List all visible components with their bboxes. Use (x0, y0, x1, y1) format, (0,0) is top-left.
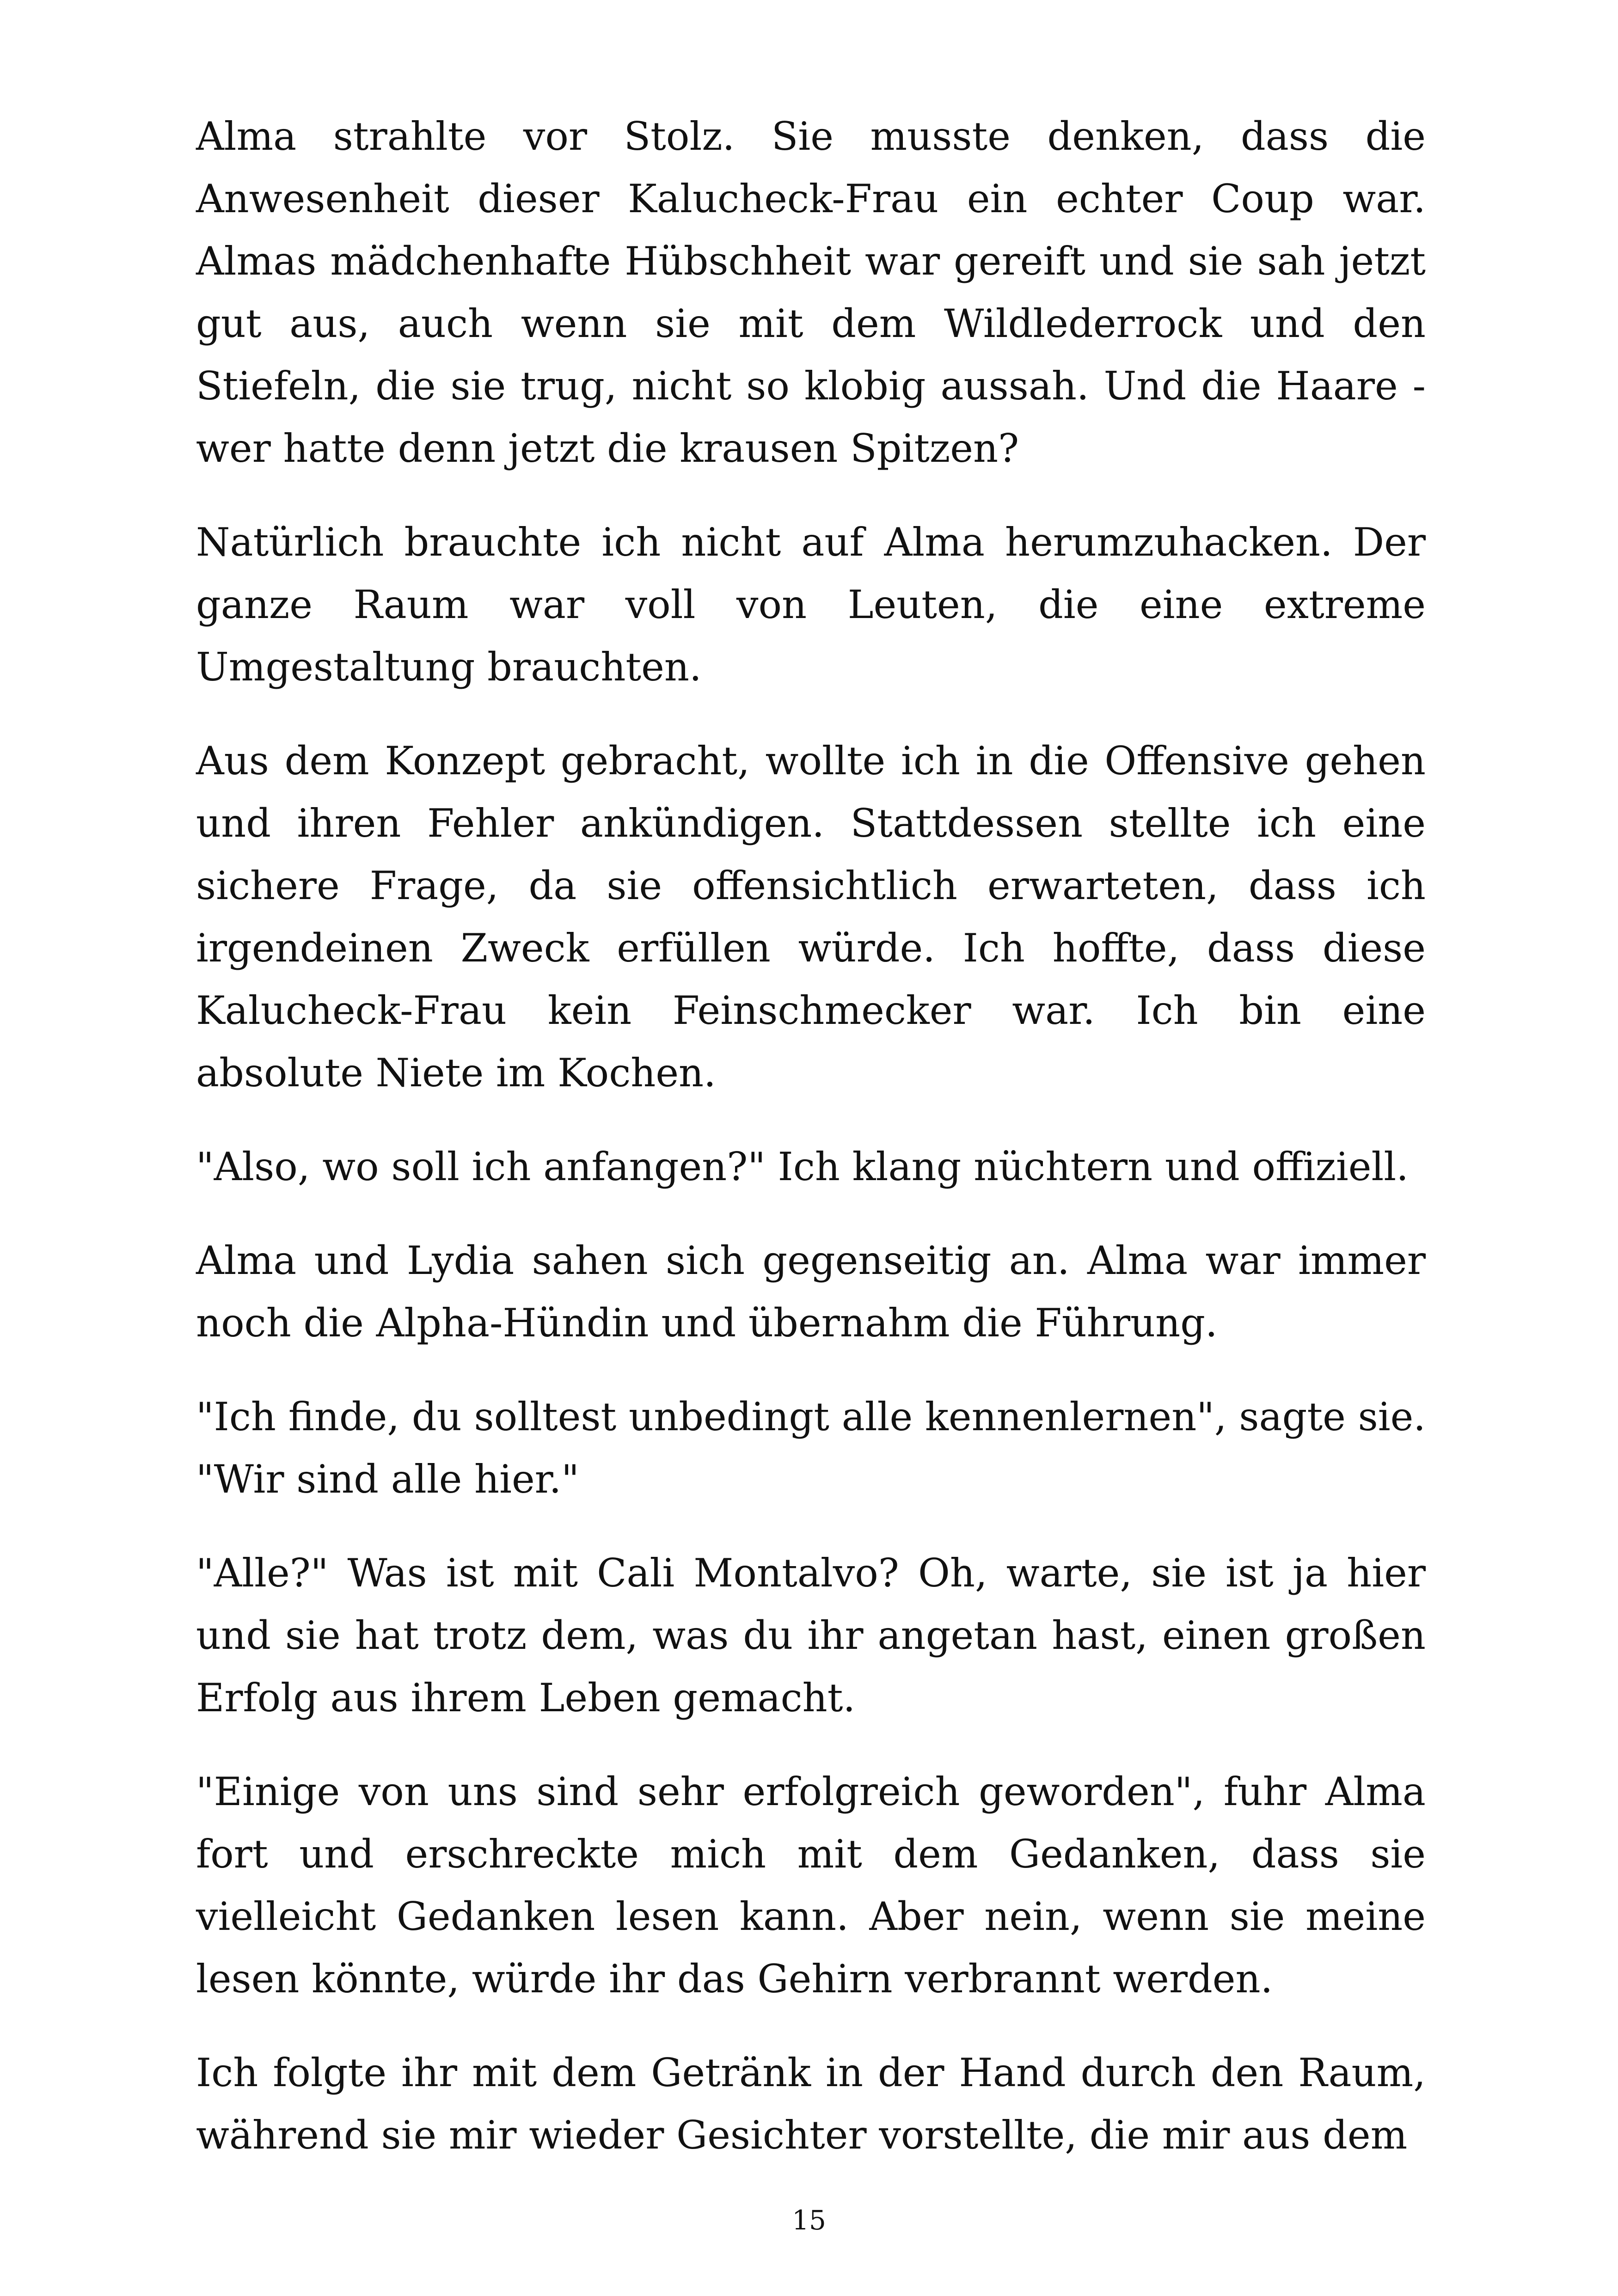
paragraph-7: "Alle?" Was ist mit Cali Montalvo? Oh, warte, sie ist ja hier und sie hat trotz dem, was du ihr angetan hast, einen großen Erfolg aus ihrem Leben gemacht. (196, 1550, 1426, 1720)
paragraph-8: "Einige von uns sind sehr erfolgreich geworden", fuhr Alma fort und erschreckte mich mit dem Gedanken, dass sie vielleicht Gedanken lesen kann. Aber nein, wenn sie meine lesen könnte, würde ihr das Gehirn verbrannt werden. (196, 1769, 1426, 2002)
body-text (196, 105, 1426, 2198)
paragraph-2: Natürlich brauchte ich nicht auf Alma herumzuhacken. Der ganze Raum war voll von Leuten, die eine extreme Umgestaltung brauchten. (196, 520, 1426, 690)
paragraph-5: Alma und Lydia sahen sich gegenseitig an. Alma war immer noch die Alpha-Hündin und übernahm die Führung. (196, 1238, 1426, 1346)
paragraph-3: Aus dem Konzept gebracht, wollte ich in die Offensive gehen und ihren Fehler ankündigen. Stattdessen stellte ich eine sichere Frage, da sie offensichtlich erwarteten, dass ich irgendeinen Zweck erfüllen würde. Ich hoffte, dass diese Kalucheck-Frau kein Feinschmecker war. Ich bin eine absolute Niete im Kochen. (196, 738, 1426, 1096)
paragraph-1: Alma strahlte vor Stolz. Sie musste denken, dass die Anwesenheit dieser Kalucheck-Frau ein echter Coup war. Almas mädchenhafte Hübschheit war gereift und sie sah jetzt gut aus, auch wenn sie mit dem Wildlederrock und den Stiefeln, die sie trug, nicht so klobig aussah. Und die Haare - wer hatte denn jetzt die krausen Spitzen? (196, 114, 1426, 471)
paragraph-6: "Ich finde, du solltest unbedingt alle kennenlernen", sagte sie. "Wir sind alle hier." (196, 1394, 1426, 1502)
paragraph-4: "Also, wo soll ich anfangen?" Ich klang nüchtern und offiziell. (196, 1144, 1409, 1189)
paragraph-9: Ich folgte ihr mit dem Getränk in der Hand durch den Raum, während sie mir wieder Gesichter vorstellte, die mir aus dem (196, 2050, 1426, 2158)
page-number: 15 (792, 2204, 826, 2236)
